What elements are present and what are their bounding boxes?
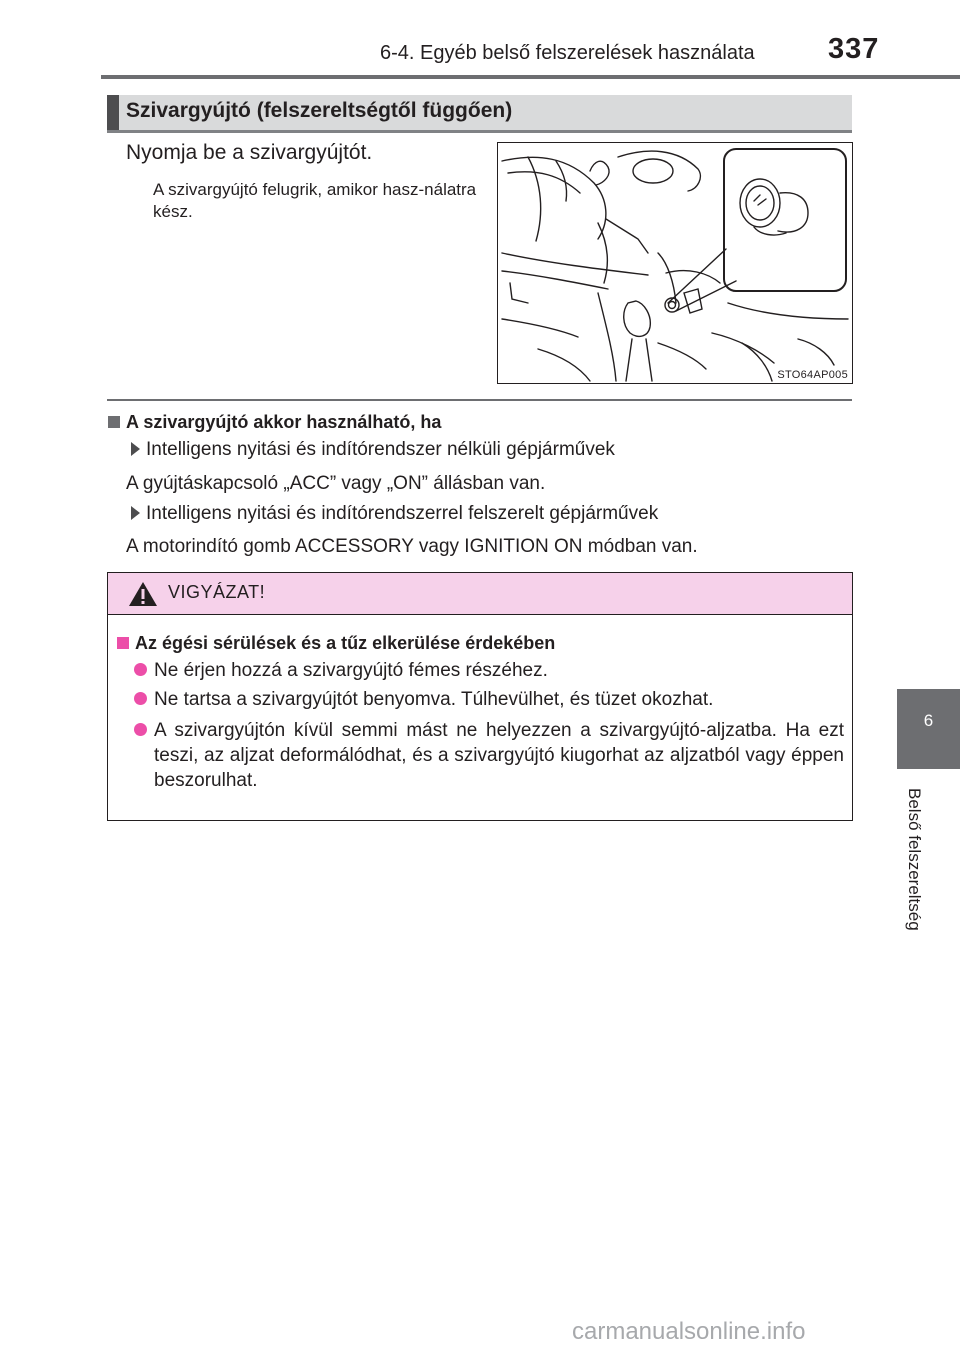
step-instruction: Nyomja be a szivargyújtót. bbox=[126, 141, 373, 164]
figure-code: STO64AP005 bbox=[777, 369, 848, 381]
warning-item-text: A szivargyújtón kívül semmi mást ne helyezzen a szivargyújtó-aljzatba. Ha ezt teszi, az aljzat deformálódhat, és a szivargyújtó kiugorhat az aljzatból vagy éppen beszorulhat. bbox=[154, 720, 844, 791]
section-bar-accent bbox=[107, 95, 119, 130]
page-number: 337 bbox=[828, 33, 880, 65]
condition-text: A motorindító gomb ACCESSORY vagy IGNITION ON módban van. bbox=[126, 536, 698, 557]
dot-bullet-icon bbox=[134, 692, 147, 705]
warning-header bbox=[108, 573, 852, 615]
condition-label bbox=[131, 503, 658, 525]
section-divider bbox=[107, 399, 852, 401]
header-title: 6-4. Egyéb belső felszerelések használata bbox=[380, 42, 755, 64]
dashboard-drawing bbox=[498, 143, 852, 383]
dot-bullet-icon bbox=[134, 723, 147, 736]
condition-label-text: Intelligens nyitási és indítórendszer nélküli gépjárművek bbox=[146, 439, 615, 460]
section-title: Szivargyújtó (felszereltségtől függően) bbox=[126, 99, 513, 122]
dot-bullet-icon bbox=[134, 663, 147, 676]
header-rule bbox=[101, 75, 960, 79]
arrow-bullet-icon bbox=[131, 442, 140, 456]
arrow-bullet-icon bbox=[131, 506, 140, 520]
warning-subheading-text: Az égési sérülések és a tűz elkerülése érdekében bbox=[135, 633, 556, 653]
warning-item-text: Ne érjen hozzá a szivargyújtó fémes részéhez. bbox=[154, 660, 548, 681]
warning-title: VIGYÁZAT! bbox=[168, 582, 266, 602]
warning-item bbox=[154, 687, 844, 712]
chapter-tab bbox=[897, 689, 960, 769]
square-bullet-icon bbox=[108, 416, 120, 428]
chapter-number: 6 bbox=[923, 711, 934, 730]
warning-subheading bbox=[117, 633, 555, 654]
section-title-bar bbox=[107, 95, 852, 133]
warning-triangle-icon bbox=[128, 581, 158, 607]
warning-item bbox=[154, 718, 844, 793]
square-bullet-icon bbox=[117, 637, 129, 649]
conditions-heading bbox=[108, 412, 441, 433]
condition-label-text: Intelligens nyitási és indítórendszerrel felszerelt gépjárművek bbox=[146, 503, 659, 524]
warning-box bbox=[107, 572, 853, 821]
condition-text: A gyújtáskapcsoló „ACC” vagy „ON” állásban van. bbox=[126, 473, 546, 494]
cigarette-lighter-illustration bbox=[497, 142, 853, 384]
watermark: carmanualsonline.info bbox=[572, 1318, 806, 1345]
conditions-heading-text: A szivargyújtó akkor használható, ha bbox=[126, 412, 442, 432]
step-note: A szivargyújtó felugrik, amikor hasz-nálatra kész. bbox=[153, 180, 477, 221]
condition-label bbox=[131, 439, 615, 461]
chapter-label: Belső felszereltség bbox=[905, 788, 924, 931]
warning-item-text: Ne tartsa a szivargyújtót benyomva. Túlhevülhet, és tüzet okozhat. bbox=[154, 689, 714, 710]
warning-item bbox=[154, 658, 844, 683]
